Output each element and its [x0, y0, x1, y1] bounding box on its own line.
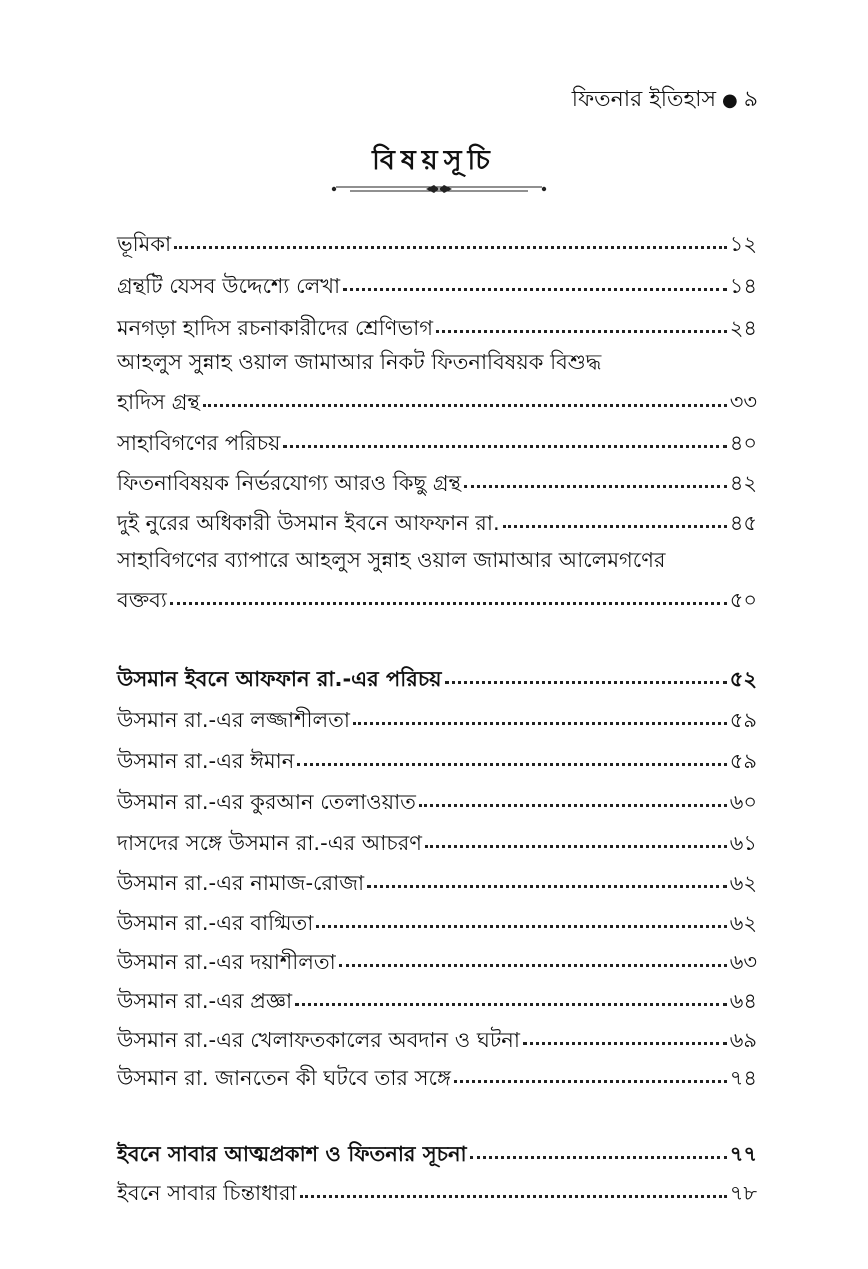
leader-dots	[343, 287, 727, 291]
toc-entry[interactable]	[117, 312, 757, 346]
leader-dots	[445, 680, 727, 684]
toc-entry[interactable]	[117, 467, 757, 501]
toc-entry-page: ৭৭	[729, 1142, 757, 1166]
toc-entry-title: ইবনে সাবার আত্মপ্রকাশ ও ফিতনার সূচনা	[117, 1142, 467, 1166]
leader-dots	[470, 1155, 727, 1159]
leader-dots	[174, 245, 727, 249]
toc-entry[interactable]	[117, 270, 757, 304]
toc-entry-title: উসমান রা.-এর লজ্জাশীলতা	[117, 708, 350, 732]
toc-entry-page: ৪০	[729, 431, 757, 455]
toc-entry-title: মনগড়া হাদিস রচনাকারীদের শ্রেণিভাগ	[117, 316, 433, 340]
toc-entry-page: ৬৪	[729, 989, 757, 1013]
toc-entry[interactable]	[117, 867, 757, 901]
toc-entry[interactable]	[117, 507, 757, 541]
toc-entry-title: উসমান রা.-এর ঈমান	[117, 749, 295, 773]
leader-dots	[300, 1194, 727, 1198]
toc-entry-page: ৫৯	[729, 708, 757, 732]
bullet-icon: ●	[722, 90, 738, 111]
toc-entry-title-line1: আহলুস সুন্নাহ ওয়াল জামাআর নিকট ফিতনাবিষয়ক বিশুদ্ধ	[117, 350, 602, 374]
toc-entry-title: উসমান রা.-এর কুরআন তেলাওয়াত	[117, 790, 416, 814]
toc-entry-title: দুই নুরের অধিকারী উসমান ইবনে আফফান রা.	[117, 511, 500, 535]
toc-entry-title: হাদিস গ্রন্থ	[117, 390, 200, 414]
toc-entry-page: ৬২	[729, 871, 757, 895]
toc-entry-title: উসমান রা. জানতেন কী ঘটবে তার সঙ্গে	[117, 1066, 451, 1090]
book-title: ফিতনার ইতিহাস	[571, 87, 716, 112]
toc-entry[interactable]	[117, 386, 757, 420]
leader-dots	[464, 484, 727, 488]
leader-dots	[353, 721, 727, 725]
toc-entry-page: ৭৮	[729, 1181, 757, 1205]
leader-dots	[170, 601, 727, 605]
toc-entry-title: ফিতনাবিষয়ক নির্ভরযোগ্য আরও কিছু গ্রন্থ	[117, 471, 462, 495]
leader-dots	[295, 1002, 727, 1006]
toc-entry-page: ৭৪	[729, 1066, 757, 1090]
leader-dots	[283, 444, 726, 448]
toc-entry[interactable]	[117, 946, 757, 980]
toc-entry-title-line1: সাহাবিগণের ব্যাপারে আহলুস সুন্নাহ ওয়াল জামাআর আলেমগণের	[117, 548, 666, 572]
leader-dots	[339, 963, 727, 967]
leader-dots	[297, 762, 726, 766]
toc-entry-title: উসমান রা.-এর বাগ্মিতা	[117, 911, 314, 935]
toc-entry-title: উসমান রা.-এর দয়াশীলতা	[117, 950, 336, 974]
leader-dots	[425, 844, 727, 848]
toc-section-heading[interactable]	[117, 663, 757, 697]
toc-entry-page: ৫৯	[729, 749, 757, 773]
toc-entry-page: ৩৩	[729, 390, 757, 414]
leader-dots	[523, 1041, 727, 1045]
toc-entry-title: উসমান রা.-এর খেলাফতকালের অবদান ও ঘটনা	[117, 1028, 520, 1052]
toc-entry[interactable]	[117, 584, 757, 618]
toc-entry[interactable]	[117, 1024, 757, 1058]
toc-entry[interactable]	[117, 228, 757, 262]
toc-entry-title: উসমান রা.-এর নামাজ-রোজা	[117, 871, 365, 895]
toc-entry-page: ৫০	[729, 588, 757, 612]
toc-entry-title: বক্তব্য	[117, 588, 167, 612]
toc-entry[interactable]	[117, 427, 757, 461]
toc-entry-page: ৬৩	[729, 950, 757, 974]
toc-entry-page: ৬২	[729, 911, 757, 935]
toc-entry-title: ভূমিকা	[117, 232, 172, 256]
toc-entry-title: উসমান ইবনে আফফান রা.-এর পরিচয়	[117, 667, 442, 691]
toc-entry-page: ১৪	[729, 274, 757, 298]
toc-entry[interactable]	[117, 827, 757, 861]
toc-entry-page: ৪৫	[729, 511, 757, 535]
toc-entry-title: ইবনে সাবার চিন্তাধারা	[117, 1181, 297, 1205]
running-header	[572, 82, 758, 119]
page-number: ৯	[743, 87, 758, 112]
leader-dots	[203, 403, 727, 407]
toc-entry-title: গ্রন্থটি যেসব উদ্দেশ্যে লেখা	[117, 274, 341, 298]
toc-entry[interactable]	[117, 745, 757, 779]
toc-entry-page: ৬০	[729, 790, 757, 814]
toc-entry-page: ৬৯	[729, 1028, 757, 1052]
leader-dots	[503, 524, 727, 528]
toc-entry-title: সাহাবিগণের পরিচয়	[117, 431, 281, 455]
toc-entry-page: ৫২	[729, 667, 757, 691]
toc-entry-title: উসমান রা.-এর প্রজ্ঞা	[117, 989, 293, 1013]
page-title: বিষয়সূচি	[372, 145, 496, 176]
ornament-divider-icon	[330, 182, 548, 196]
toc-entry-title: দাসদের সঙ্গে উসমান রা.-এর আচরণ	[117, 831, 422, 855]
toc-entry-page: ৪২	[729, 471, 757, 495]
toc-entry[interactable]	[117, 786, 757, 820]
toc-entry[interactable]	[117, 907, 757, 941]
toc-entry-page: ১২	[729, 232, 757, 256]
toc-entry-page: ২৪	[729, 316, 757, 340]
leader-dots	[367, 884, 727, 888]
toc-section-heading[interactable]	[117, 1138, 757, 1172]
toc-entry[interactable]	[117, 704, 757, 738]
toc-entry[interactable]	[117, 1177, 757, 1211]
toc-entry[interactable]	[117, 985, 757, 1019]
leader-dots	[436, 329, 727, 333]
leader-dots	[316, 924, 726, 928]
toc-entry[interactable]	[117, 1062, 757, 1096]
leader-dots	[454, 1079, 727, 1083]
toc-entry-page: ৬১	[729, 831, 757, 855]
leader-dots	[419, 803, 727, 807]
